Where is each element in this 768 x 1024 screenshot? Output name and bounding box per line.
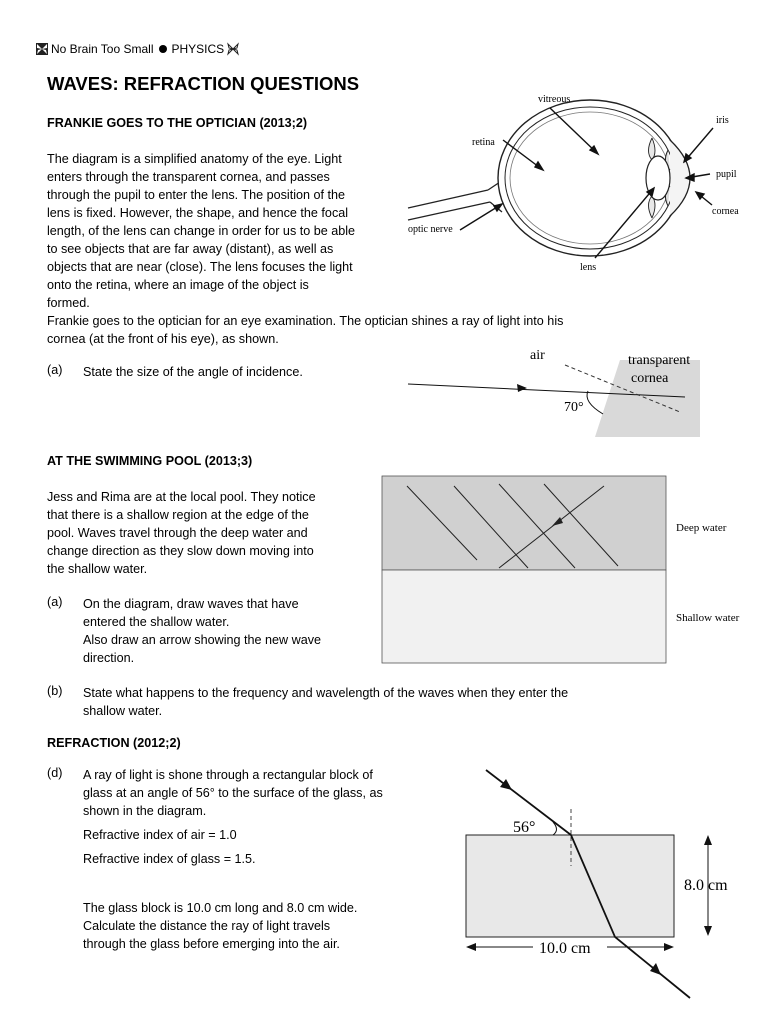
label-transparent: transparent — [628, 353, 691, 368]
angle-label-56: 56° — [513, 819, 536, 836]
glass-index-line: Refractive index of glass = 1.5. — [83, 852, 256, 866]
deep-water-region — [382, 476, 666, 570]
question-label: (b) — [47, 684, 63, 698]
butterfly-icon — [36, 43, 48, 55]
text-line: On the diagram, draw waves that have — [83, 597, 299, 611]
text-line: Jess and Rima are at the local pool. They notice — [47, 490, 316, 504]
label-air: air — [530, 348, 545, 363]
text-line: change direction as they slow down moving into — [47, 544, 314, 558]
text-line: entered the shallow water. — [83, 615, 230, 629]
eye-diagram — [400, 90, 750, 280]
text-line: length, of the lens can change in order for us to be able — [47, 224, 356, 238]
text-line: cornea (at the front of his eye), as shown. — [47, 332, 279, 346]
text-line: onto the retina, where an image of the object is — [47, 278, 309, 292]
question-label: (d) — [47, 766, 63, 780]
label-iris: iris — [716, 115, 729, 126]
section-heading-pool: AT THE SWIMMING POOL (2013;3) — [47, 454, 253, 468]
bullet-icon — [159, 45, 167, 53]
glass-block-diagram — [460, 766, 750, 1001]
question-label: (a) — [47, 595, 63, 609]
question-text — [83, 766, 428, 953]
shallow-water-region — [382, 570, 666, 663]
page-title: WAVES: REFRACTION QUESTIONS — [47, 73, 360, 94]
butterfly-icon — [227, 43, 239, 55]
text-line: the shallow water. — [47, 562, 148, 576]
text-line: direction. — [83, 651, 135, 665]
page-header — [36, 42, 239, 56]
text-line: formed. — [47, 296, 90, 310]
text-line: Calculate the distance the ray of light travels — [83, 919, 331, 933]
label-lens: lens — [580, 262, 597, 273]
text-line: Also draw an arrow showing the new wave — [83, 633, 322, 647]
text-line: State what happens to the frequency and wavelength of the waves when they enter the — [83, 686, 569, 700]
text-line: that there is a shallow region at the edge of the — [47, 508, 309, 522]
text-line: A ray of light is shone through a rectangular block of — [83, 768, 373, 782]
label-shallow-water: Shallow water — [676, 612, 740, 624]
text-line: The diagram is a simplified anatomy of the eye. Light — [47, 152, 342, 166]
label-vitreous: vitreous — [538, 94, 571, 105]
text-line: to see objects that are far away (distant), as well as — [47, 242, 334, 256]
label-deep-water: Deep water — [676, 522, 727, 534]
text-line: through the pupil to enter the lens. The position of the — [47, 188, 346, 202]
label-optic-nerve: optic nerve — [408, 224, 453, 235]
label-cornea-ray: cornea — [631, 371, 669, 386]
section-heading-refraction: REFRACTION (2012;2) — [47, 736, 181, 750]
question-label: (a) — [47, 363, 63, 377]
text-line: objects that are near (close). The lens focuses the light — [47, 260, 353, 274]
label-retina: retina — [472, 137, 495, 148]
text-line: The glass block is 10.0 cm long and 8.0 cm wide. — [83, 901, 358, 915]
section2-paragraph — [47, 488, 377, 578]
air-index-line: Refractive index of air = 1.0 — [83, 828, 237, 842]
text-line: Frankie goes to the optician for an eye examination. The optician shines a ray of light into his — [47, 314, 564, 328]
label-pupil: pupil — [716, 169, 737, 180]
question-text — [83, 595, 383, 667]
glass-block — [466, 835, 674, 937]
text-line: pool. Waves travel through the deep water and — [47, 526, 308, 540]
label-cornea: cornea — [712, 206, 739, 217]
text-line: through the glass before emerging into the air. — [83, 937, 340, 951]
text-line: lens is fixed. However, the shape, and hence the focal — [47, 206, 349, 220]
height-label: 8.0 cm — [684, 877, 728, 894]
text-line: shallow water. — [83, 704, 163, 718]
question-text — [83, 684, 703, 720]
header-site-name: No Brain Too Small — [51, 42, 154, 56]
angle-label-70: 70° — [564, 400, 584, 415]
text-line: enters through the transparent cornea, and passes — [47, 170, 330, 184]
header-subject: PHYSICS — [171, 42, 225, 56]
question-text: State the size of the angle of incidence. — [83, 365, 303, 379]
text-line: glass at an angle of 56° to the surface of the glass, as — [83, 786, 383, 800]
ray-arrowhead — [650, 963, 661, 975]
ray-arrowhead — [500, 779, 512, 790]
pool-diagram — [382, 476, 757, 666]
cornea-ray-diagram — [405, 340, 705, 440]
width-label: 10.0 cm — [539, 940, 591, 957]
section-heading-optician: FRANKIE GOES TO THE OPTICIAN (2013;2) — [47, 116, 308, 130]
text-line: shown in the diagram. — [83, 804, 207, 818]
